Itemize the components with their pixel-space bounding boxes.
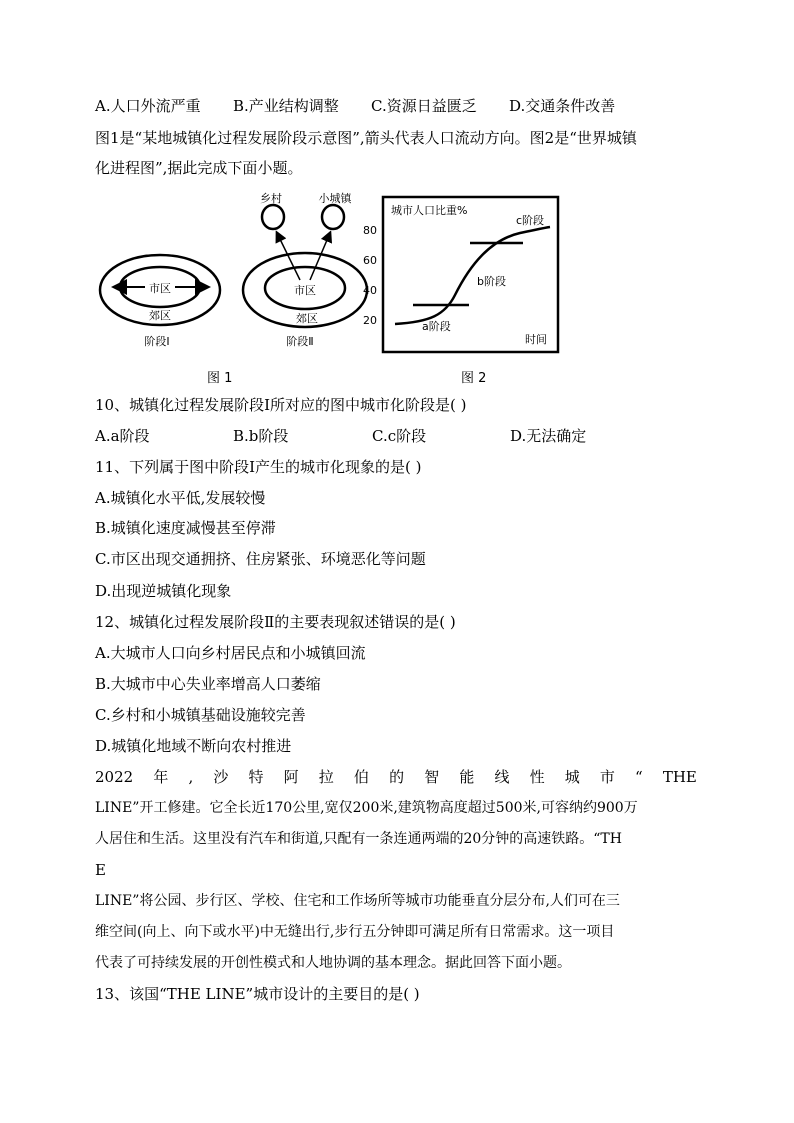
q9-option-c: C.资源日益匮乏 bbox=[371, 97, 477, 115]
q10-option-a: A.a阶段 bbox=[95, 427, 150, 445]
intro2-word: 年 bbox=[153, 768, 169, 786]
intro2-word: “ bbox=[635, 768, 643, 786]
intro2-word: 特 bbox=[248, 768, 264, 786]
stage2-suburb-label: 郊区 bbox=[296, 312, 318, 325]
q11-option-b: B.城镇化速度减慢甚至停滞 bbox=[95, 519, 276, 537]
stage2-city-label: 市区 bbox=[294, 284, 316, 297]
intro1-line2: 化进程图”,据此完成下面小题。 bbox=[95, 159, 303, 177]
intro2-word: 市 bbox=[599, 768, 615, 786]
q11-option-d: D.出现逆城镇化现象 bbox=[95, 582, 232, 600]
stage1-label: 阶段Ⅰ bbox=[144, 335, 170, 348]
figure1-diagram bbox=[95, 185, 375, 355]
intro2-line7: 代表了可持续发展的开创性模式和人地协调的基本理念。据此回答下面小题。 bbox=[95, 955, 571, 971]
figure2-stage-a-label: a阶段 bbox=[422, 320, 451, 333]
stage1-city-label: 市区 bbox=[149, 282, 171, 295]
q11-option-c: C.市区出现交通拥挤、住房紧张、环境恶化等问题 bbox=[95, 550, 426, 568]
figure2-caption: 图 2 bbox=[461, 371, 487, 386]
q10-option-d: D.无法确定 bbox=[510, 427, 587, 445]
q10-stem: 10、城镇化过程发展阶段Ⅰ所对应的图中城市化阶段是( ) bbox=[95, 396, 467, 414]
q12-stem: 12、城镇化过程发展阶段Ⅱ的主要表现叙述错误的是( ) bbox=[95, 613, 456, 631]
q12-option-d: D.城镇化地域不断向农村推进 bbox=[95, 737, 292, 755]
intro2-word: 伯 bbox=[353, 768, 369, 786]
q9-options bbox=[95, 96, 615, 116]
intro2-word: 2022 bbox=[95, 768, 134, 786]
intro2-word: 能 bbox=[459, 768, 475, 786]
stage2-town-label: 小城镇 bbox=[318, 192, 352, 205]
intro2-word: 阿 bbox=[283, 768, 299, 786]
q10-option-b: B.b阶段 bbox=[233, 427, 289, 445]
figure2-s-curve bbox=[395, 227, 550, 324]
q10-option-c: C.c阶段 bbox=[372, 427, 427, 445]
intro2-word: 城 bbox=[564, 768, 580, 786]
figure2-y-tick-40: 40 bbox=[363, 284, 377, 297]
intro1-line1: 图1是“某地城镇化过程发展阶段示意图”,箭头代表人口流动方向。图2是“世界城镇 bbox=[95, 129, 637, 147]
intro2-line5: LINE”将公园、步行区、学校、住宅和工作场所等城市功能垂直分层分布,人们可在三 bbox=[95, 893, 620, 909]
figure2-y-title: 城市人口比重% bbox=[391, 204, 468, 217]
q11-option-a: A.城镇化水平低,发展较慢 bbox=[95, 489, 266, 507]
intro2-line1 bbox=[95, 767, 697, 787]
intro2-word: 智 bbox=[424, 768, 440, 786]
figure2-y-tick-60: 60 bbox=[363, 254, 377, 267]
figure1-caption: 图 1 bbox=[207, 371, 233, 386]
figure2-x-label: 时间 bbox=[525, 333, 547, 346]
q9-option-d: D.交通条件改善 bbox=[509, 97, 616, 115]
figure2-y-tick-80: 80 bbox=[363, 224, 377, 237]
intro2-word: 线 bbox=[494, 768, 510, 786]
q12-option-b: B.大城市中心失业率增高人口萎缩 bbox=[95, 675, 321, 693]
q12-option-c: C.乡村和小城镇基础设施较完善 bbox=[95, 706, 306, 724]
q12-option-a: A.大城市人口向乡村居民点和小城镇回流 bbox=[95, 644, 366, 662]
intro2-word: 沙 bbox=[213, 768, 229, 786]
intro2-word: THE bbox=[662, 768, 697, 786]
q9-option-a: A.人口外流严重 bbox=[95, 97, 201, 115]
intro2-line2: LINE”开工修建。它全长近170公里,宽仅200米,建筑物高度超过500米,可容纳约900万 bbox=[95, 800, 638, 816]
figure2-stage-c-label: c阶段 bbox=[516, 214, 545, 227]
stage2-label: 阶段Ⅱ bbox=[286, 335, 314, 348]
q13-stem: 13、该国“THE LINE”城市设计的主要目的是( ) bbox=[95, 985, 420, 1003]
figure2-stage-b-label: b阶段 bbox=[477, 275, 506, 288]
intro2-word: 拉 bbox=[318, 768, 334, 786]
stage2-rural-label: 乡村 bbox=[260, 192, 282, 205]
figure2-y-tick-20: 20 bbox=[363, 314, 377, 327]
intro2-line3: 人居住和生活。这里没有汽车和街道,只配有一条连通两端的20分钟的高速铁路。“TH bbox=[95, 831, 622, 847]
intro2-word: , bbox=[188, 768, 194, 786]
q9-option-b: B.产业结构调整 bbox=[233, 97, 339, 115]
q10-options bbox=[95, 426, 586, 446]
intro2-word: 的 bbox=[389, 768, 405, 786]
stage2-rings bbox=[243, 205, 367, 327]
intro2-word: 性 bbox=[529, 768, 545, 786]
intro2-line4: E bbox=[95, 861, 106, 879]
q11-stem: 11、下列属于图中阶段Ⅰ产生的城市化现象的是( ) bbox=[95, 458, 422, 476]
figure2-diagram bbox=[355, 190, 565, 355]
intro2-line6: 维空间(向上、向下或水平)中无缝出行,步行五分钟即可满足所有日常需求。这一项目 bbox=[95, 924, 615, 940]
stage1-suburb-label: 郊区 bbox=[149, 309, 171, 322]
